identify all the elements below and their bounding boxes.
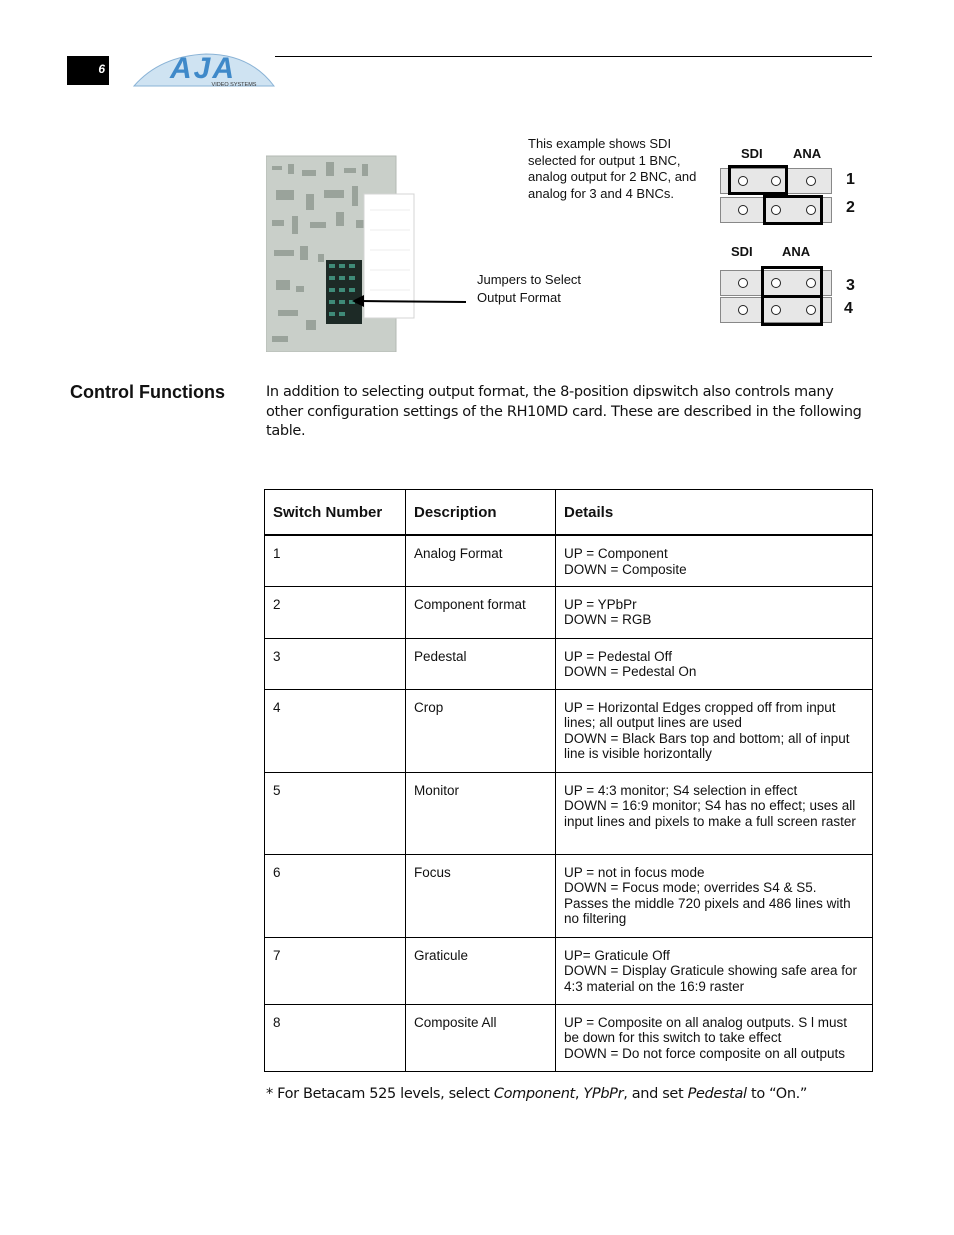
jumper-pin [738, 278, 748, 288]
row-number-4: 4 [844, 300, 853, 317]
table-row [265, 535, 873, 586]
switch-details: UP = Pedestal Off DOWN = Pedestal On [556, 638, 873, 689]
jumper-shunt-sdi-1 [728, 165, 788, 195]
switch-number: 7 [265, 937, 406, 1004]
page-number: 6 [67, 56, 109, 85]
table-row [265, 854, 873, 937]
switch-number: 1 [265, 535, 406, 586]
switch-details: UP= Graticule Off DOWN = Display Graticule showing safe area for 4:3 material on the 16:9 raster [556, 937, 873, 1004]
footnote-prefix: * For Betacam 525 levels, select [266, 1086, 494, 1102]
footnote-term-ypbpr: YPbPr [583, 1086, 624, 1102]
table-row [265, 1004, 873, 1071]
jumper-pin [806, 176, 816, 186]
switch-details: UP = YPbPr DOWN = RGB [556, 586, 873, 638]
table-row [265, 937, 873, 1004]
footnote-suffix: to “On.” [746, 1086, 808, 1102]
example-caption: This example shows SDI selected for output 1 BNC, analog output for 2 BNC, and analog for 3 and 4 BNCs. [528, 136, 697, 201]
switch-details: UP = 4:3 monitor; S4 selection in effect DOWN = 16:9 monitor; S4 has no effect; uses all input lines and pixels to make a full screen raster [556, 772, 873, 854]
switch-details: UP = Composite on all analog outputs. S l must be down for this switch to take effect DOWN = Do not force composite on all outputs [556, 1004, 873, 1071]
switch-details: UP = Component DOWN = Composite [556, 535, 873, 586]
switch-number: 2 [265, 586, 406, 638]
switch-description: Crop [406, 689, 556, 772]
jumper-pin [738, 305, 748, 315]
switch-description: Analog Format [406, 535, 556, 586]
ana-label: ANA [793, 146, 822, 161]
switch-details: UP = not in focus mode DOWN = Focus mode; overrides S4 & S5. Passes the middle 720 pixels and 486 lines with no filtering [556, 854, 873, 937]
switch-description: Component format [406, 586, 556, 638]
switch-description: Composite All [406, 1004, 556, 1071]
switch-number: 5 [265, 772, 406, 854]
row-number-3: 3 [846, 277, 855, 294]
switch-description: Pedestal [406, 638, 556, 689]
header-description: Description [406, 490, 556, 536]
footnote-separator: , and set [623, 1086, 688, 1102]
jumper-shunt-ana-3 [761, 266, 823, 298]
section-heading: Control Functions [70, 382, 225, 402]
row-number-2: 2 [846, 199, 855, 216]
sdi-label: SDI [741, 146, 763, 161]
intro-paragraph: In addition to selecting output format, the 8-position dipswitch also controls many other configuration settings of the RH10MD card. These are described in the following table. [266, 384, 862, 439]
board-photo [266, 150, 416, 352]
table-row [265, 638, 873, 689]
switch-number: 8 [265, 1004, 406, 1071]
footnote [266, 1086, 886, 1102]
switch-number: 6 [265, 854, 406, 937]
svg-text:AJA: AJA [169, 52, 237, 85]
table-row [265, 689, 873, 772]
aja-logo [130, 52, 276, 90]
switch-description: Focus [406, 854, 556, 937]
switch-description: Monitor [406, 772, 556, 854]
footnote-separator: , [574, 1086, 584, 1102]
footnote-term-component: Component [493, 1086, 575, 1102]
row-number-1: 1 [846, 171, 855, 188]
jumper-shunt-ana-2 [763, 195, 823, 225]
pointer-arrow [350, 293, 470, 311]
header-rule [275, 56, 872, 57]
jumpers-caption: Jumpers to Select Output Format [477, 272, 582, 305]
switch-description: Graticule [406, 937, 556, 1004]
sdi-label: SDI [731, 244, 753, 259]
jumper-shunt-ana-4 [761, 295, 823, 326]
ana-label: ANA [782, 244, 811, 259]
footnote-term-pedestal: Pedestal [687, 1086, 747, 1102]
switch-number: 3 [265, 638, 406, 689]
switch-number: 4 [265, 689, 406, 772]
table-row [265, 586, 873, 638]
table-header-row [265, 490, 873, 536]
table-row [265, 772, 873, 854]
svg-text:VIDEO SYSTEMS: VIDEO SYSTEMS [211, 82, 257, 88]
switch-details: UP = Horizontal Edges cropped off from input lines; all output lines are used DOWN = Black Bars top and bottom; all of input line is visible horizontally [556, 689, 873, 772]
header-switch-number: Switch Number [265, 490, 406, 536]
jumper-pin [738, 205, 748, 215]
control-functions-table [264, 489, 873, 1072]
header-details: Details [556, 490, 873, 536]
